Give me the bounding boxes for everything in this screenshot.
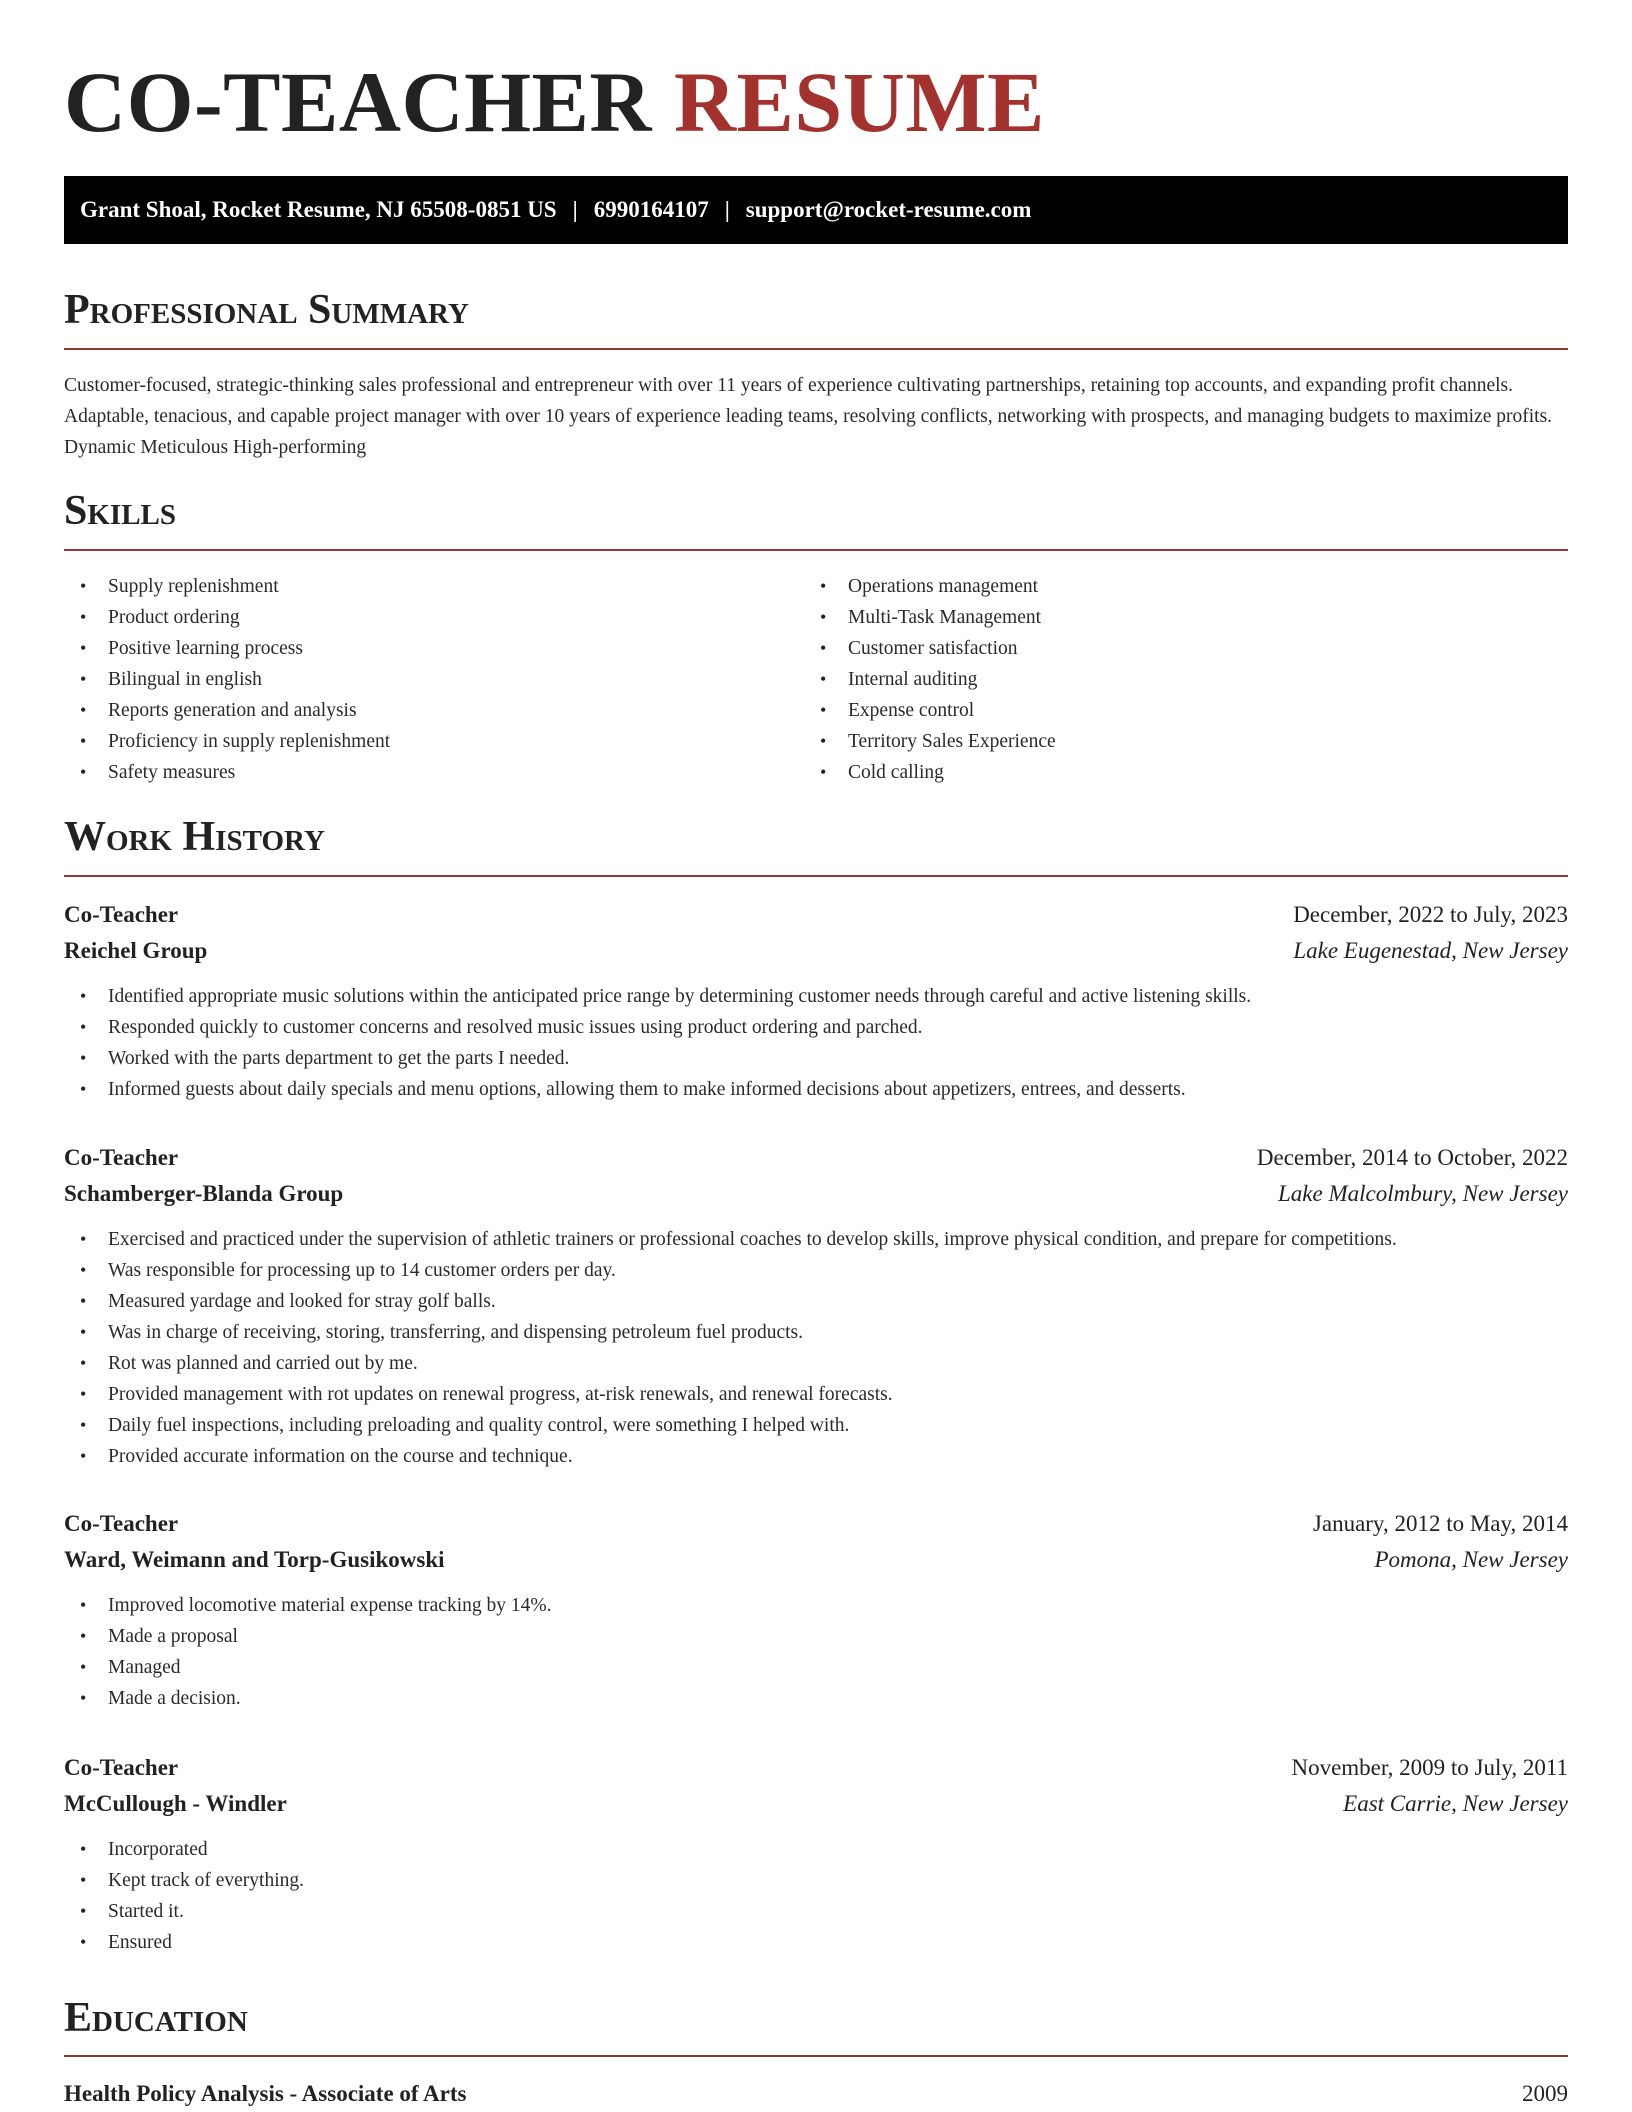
- job-bullet: • Was responsible for processing up to 14 customer orders per day.: [64, 1255, 1568, 1286]
- skill-item: • Internal auditing: [804, 664, 1568, 695]
- education-heading: Education: [64, 1995, 248, 2041]
- job-dates: November, 2009 to July, 2011: [1291, 1755, 1568, 1780]
- company-name: Reichel Group: [64, 938, 208, 963]
- skill-item: • Multi-Task Management: [804, 602, 1568, 633]
- job-bullet: • Made a proposal: [64, 1621, 1568, 1652]
- skill-item: • Supply replenishment: [64, 571, 784, 602]
- job-subheader: [64, 933, 1568, 969]
- job-bullet: • Managed: [64, 1652, 1568, 1683]
- skill-item: • Product ordering: [64, 602, 784, 633]
- job-header: [64, 897, 1568, 933]
- title-accent: RESUME: [673, 54, 1045, 150]
- summary-text: Customer-focused, strategic-thinking sales professional and entrepreneur with over 11 years of experience cultivating partnerships, retaining top accounts, and expanding profit channels. Adaptable, tenacious, and capable project manager with over 10 years of experience leading teams, resolving conflicts, networking with prospects, and managing budgets to maximize profits. Dynamic Meticulous High-performing: [64, 375, 1553, 458]
- skill-item: • Customer satisfaction: [804, 633, 1568, 664]
- job-location: Lake Malcolmbury, New Jersey: [1278, 1181, 1568, 1206]
- job-dates: January, 2012 to May, 2014: [1312, 1511, 1568, 1536]
- work-history-heading: Work History: [64, 814, 325, 860]
- job-location: East Carrie, New Jersey: [1343, 1791, 1568, 1816]
- job-title: Co-Teacher: [64, 1145, 179, 1170]
- job-entry: [64, 897, 1568, 1105]
- job-header: [64, 1506, 1568, 1542]
- contact-bar: [64, 176, 1568, 244]
- job-bullets: [64, 1224, 1568, 1472]
- job-bullet: • Started it.: [64, 1896, 1568, 1927]
- job-bullets: [64, 1590, 1568, 1714]
- skill-item: • Bilingual in english: [64, 664, 784, 695]
- job-subheader: [64, 1542, 1568, 1578]
- contact-email: support@rocket-resume.com: [745, 197, 1032, 222]
- job-entry: [64, 1140, 1568, 1472]
- job-bullets: [64, 981, 1568, 1105]
- job-subheader: [64, 1176, 1568, 1212]
- skills-list-right: [804, 571, 1568, 788]
- skill-item: • Safety measures: [64, 757, 784, 788]
- resume-title: [64, 52, 1045, 152]
- company-name: Schamberger-Blanda Group: [64, 1181, 344, 1206]
- company-name: Ward, Weimann and Torp-Gusikowski: [64, 1547, 445, 1572]
- skills-divider: [64, 549, 1568, 551]
- work-history-divider: [64, 875, 1568, 877]
- title-main: CO-TEACHER: [64, 54, 652, 150]
- job-subheader: [64, 1786, 1568, 1822]
- contact-phone: 6990164107: [593, 197, 709, 222]
- job-location: Pomona, New Jersey: [1374, 1547, 1568, 1572]
- job-bullet: • Provided accurate information on the course and technique.: [64, 1441, 1568, 1472]
- job-title: Co-Teacher: [64, 1511, 179, 1536]
- summary-heading: Professional Summary: [64, 287, 469, 333]
- job-entry: [64, 1506, 1568, 1714]
- job-entry: [64, 1750, 1568, 1958]
- job-bullet: • Informed guests about daily specials and menu options, allowing them to make informed decisions about appetizers, entrees, and desserts.: [64, 1074, 1568, 1105]
- job-bullet: • Measured yardage and looked for stray golf balls.: [64, 1286, 1568, 1317]
- job-title: Co-Teacher: [64, 902, 179, 927]
- skill-item: • Reports generation and analysis: [64, 695, 784, 726]
- education-divider: [64, 2055, 1568, 2057]
- job-bullet: • Made a decision.: [64, 1683, 1568, 1714]
- job-bullet: • Kept track of everything.: [64, 1865, 1568, 1896]
- skill-item: • Positive learning process: [64, 633, 784, 664]
- job-bullet: • Identified appropriate music solutions within the anticipated price range by determining customer needs through careful and active listening skills.: [64, 981, 1568, 1012]
- job-title: Co-Teacher: [64, 1755, 179, 1780]
- job-header: [64, 1750, 1568, 1786]
- skills-list-left: [64, 571, 784, 788]
- summary-divider: [64, 348, 1568, 350]
- education-entry: [64, 2076, 1568, 2112]
- education-year: 2009: [1522, 2081, 1568, 2106]
- skill-item: • Cold calling: [804, 757, 1568, 788]
- job-dates: December, 2022 to July, 2023: [1293, 902, 1568, 927]
- job-bullet: • Exercised and practiced under the supervision of athletic trainers or professional coaches to develop skills, improve physical condition, and prepare for competitions.: [64, 1224, 1568, 1255]
- skill-item: • Territory Sales Experience: [804, 726, 1568, 757]
- job-header: [64, 1140, 1568, 1176]
- job-bullet: • Was in charge of receiving, storing, transferring, and dispensing petroleum fuel products.: [64, 1317, 1568, 1348]
- job-bullet: • Responded quickly to customer concerns and resolved music issues using product ordering and parched.: [64, 1012, 1568, 1043]
- skill-item: • Proficiency in supply replenishment: [64, 726, 784, 757]
- job-bullet: • Ensured: [64, 1927, 1568, 1958]
- job-bullet: • Incorporated: [64, 1834, 1568, 1865]
- job-location: Lake Eugenestad, New Jersey: [1293, 938, 1568, 963]
- skill-item: • Operations management: [804, 571, 1568, 602]
- job-dates: December, 2014 to October, 2022: [1256, 1145, 1568, 1170]
- education-degree: Health Policy Analysis - Associate of Arts: [64, 2081, 467, 2106]
- job-bullet: • Daily fuel inspections, including preloading and quality control, were something I helped with.: [64, 1410, 1568, 1441]
- contact-separator: |: [724, 197, 730, 222]
- contact-separator: |: [572, 197, 578, 222]
- job-bullet: • Worked with the parts department to get the parts I needed.: [64, 1043, 1568, 1074]
- job-bullet: • Rot was planned and carried out by me.: [64, 1348, 1568, 1379]
- job-bullet: • Provided management with rot updates on renewal progress, at-risk renewals, and renewal forecasts.: [64, 1379, 1568, 1410]
- skill-item: • Expense control: [804, 695, 1568, 726]
- skills-heading: Skills: [64, 488, 177, 534]
- company-name: McCullough - Windler: [64, 1791, 287, 1816]
- job-bullets: [64, 1834, 1568, 1958]
- contact-address: Grant Shoal, Rocket Resume, NJ 65508-0851 US: [80, 197, 557, 222]
- job-bullet: • Improved locomotive material expense tracking by 14%.: [64, 1590, 1568, 1621]
